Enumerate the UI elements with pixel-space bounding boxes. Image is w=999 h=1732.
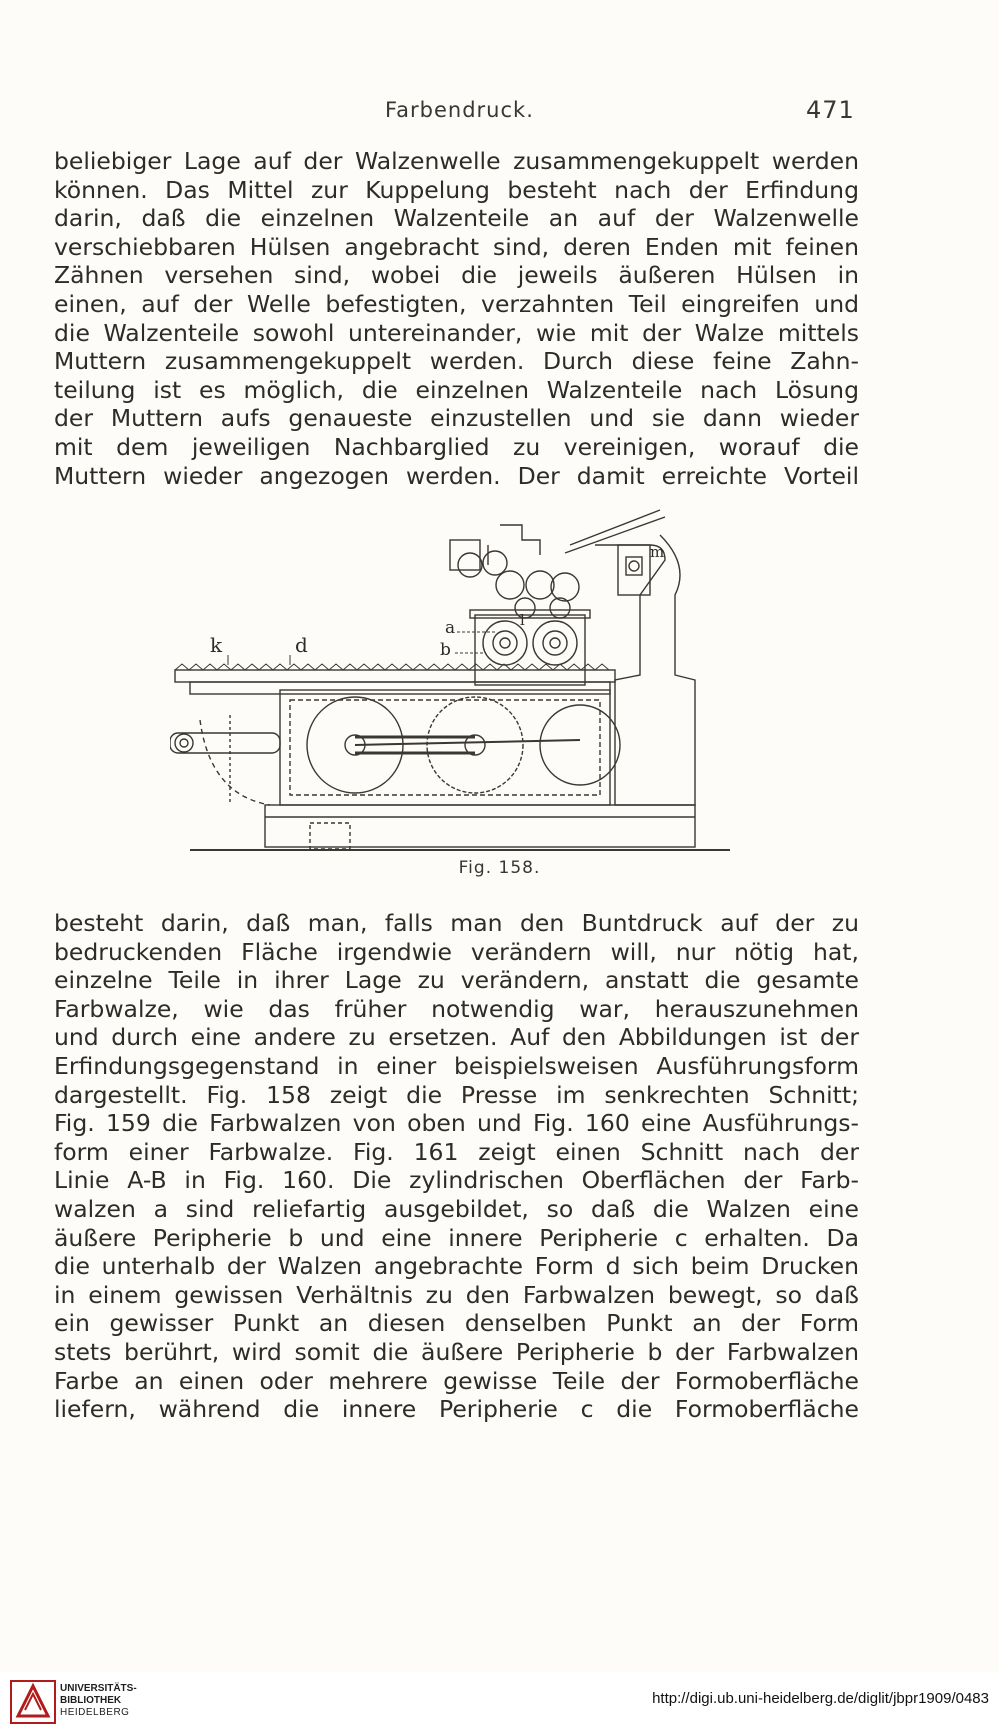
text-line: einen, auf der Welle befestigten, verzahnten Teil eingreifen und [54,289,859,318]
text-line: dargestellt. Fig. 158 zeigt die Presse im senkrechten Schnitt; [54,1080,859,1109]
text-line: form einer Farbwalze. Fig. 161 zeigt einen Schnitt nach der [54,1137,859,1166]
text-line: in einem gewissen Verhältnis zu den Farbwalzen bewegt, so daß [54,1280,859,1309]
library-name-line: UNIVERSITÄTS- [60,1683,137,1694]
university-library-seal-icon [10,1680,56,1724]
label-b: b [440,640,451,660]
text-line: darin, daß die einzelnen Walzenteile an auf der Walzenwelle [54,204,859,233]
text-line: Fig. 159 die Farbwalzen von oben und Fig. 160 eine Ausführungs- [54,1109,859,1138]
label-l: l [520,611,525,629]
permalink-url[interactable]: http://digi.ub.uni-heidelberg.de/diglit/jbpr1909/0483 [652,1690,989,1707]
text-line: stets berührt, wird somit die äußere Peripherie b der Farbwalzen [54,1337,859,1366]
text-line: können. Das Mittel zur Kuppelung besteht nach der Erfindung [54,175,859,204]
paragraph-top [54,147,859,490]
text-line: äußere Peripherie b und eine innere Peripherie c erhalten. Da [54,1223,859,1252]
running-head [0,96,999,130]
text-line: Muttern wieder angezogen werden. Der damit erreichte Vorteil [54,461,859,490]
library-name-line: HEIDELBERG [60,1707,130,1718]
text-line: der Muttern aufs genaueste einzustellen und sie dann wieder [54,404,859,433]
page-number: 471 [806,96,855,124]
text-line: beliebiger Lage auf der Walzenwelle zusammengekuppelt werden [54,147,859,175]
label-d: d [295,633,308,657]
text-line: Linie A-B in Fig. 160. Die zylindrischen Oberflächen der Farb- [54,1166,859,1195]
label-k: k [210,633,223,657]
text-line: Farbe an einen oder mehrere gewisse Teile der Formoberfläche [54,1366,859,1395]
text-line: verschiebbaren Hülsen angebracht sind, deren Enden mit feinen [54,232,859,261]
text-line: Erfindungsgegenstand in einer beispielsweisen Ausführungsform [54,1051,859,1080]
label-m: m [650,543,665,561]
text-line: Zähnen versehen sind, wobei die jeweils äußeren Hülsen in [54,261,859,290]
library-name-line: BIBLIOTHEK [60,1695,122,1706]
text-line: besteht darin, daß man, falls man den Buntdruck auf der zu [54,909,859,937]
text-line: einzelne Teile in ihrer Lage zu verändern, anstatt die gesamte [54,966,859,995]
text-line: die Walzenteile sowohl untereinander, wie mit der Walze mittels [54,318,859,347]
text-line: Muttern zusammengekuppelt werden. Durch diese feine Zahn- [54,347,859,376]
label-a: a [445,618,456,638]
library-name [60,1683,137,1719]
text-line: walzen a sind reliefartig ausgebildet, so daß die Walzen eine [54,1194,859,1223]
text-line: mit dem jeweiligen Nachbarglied zu vereinigen, worauf die [54,432,859,461]
text-line: Farbwalze, wie das früher notwendig war, herauszunehmen [54,994,859,1023]
text-line: liefern, während die innere Peripherie c die Formoberfläche [54,1395,859,1424]
text-line: die unterhalb der Walzen angebrachte Form d sich beim Drucken [54,1252,859,1281]
library-footer [0,1672,999,1732]
figure-caption: Fig. 158. [458,858,541,878]
text-line: und durch eine andere zu ersetzen. Auf den Abbildungen ist der [54,1023,859,1052]
text-line: bedruckenden Fläche irgendwie verändern will, nur nötig hat, [54,937,859,966]
press-cross-section-figure [170,505,740,853]
paragraph-bottom [54,909,859,1424]
text-line: teilung ist es möglich, die einzelnen Walzenteile nach Lösung [54,375,859,404]
press-drawing [170,505,740,853]
text-line: ein gewisser Punkt an diesen denselben Punkt an der Form [54,1309,859,1338]
running-title: Farbendruck. [385,98,534,122]
